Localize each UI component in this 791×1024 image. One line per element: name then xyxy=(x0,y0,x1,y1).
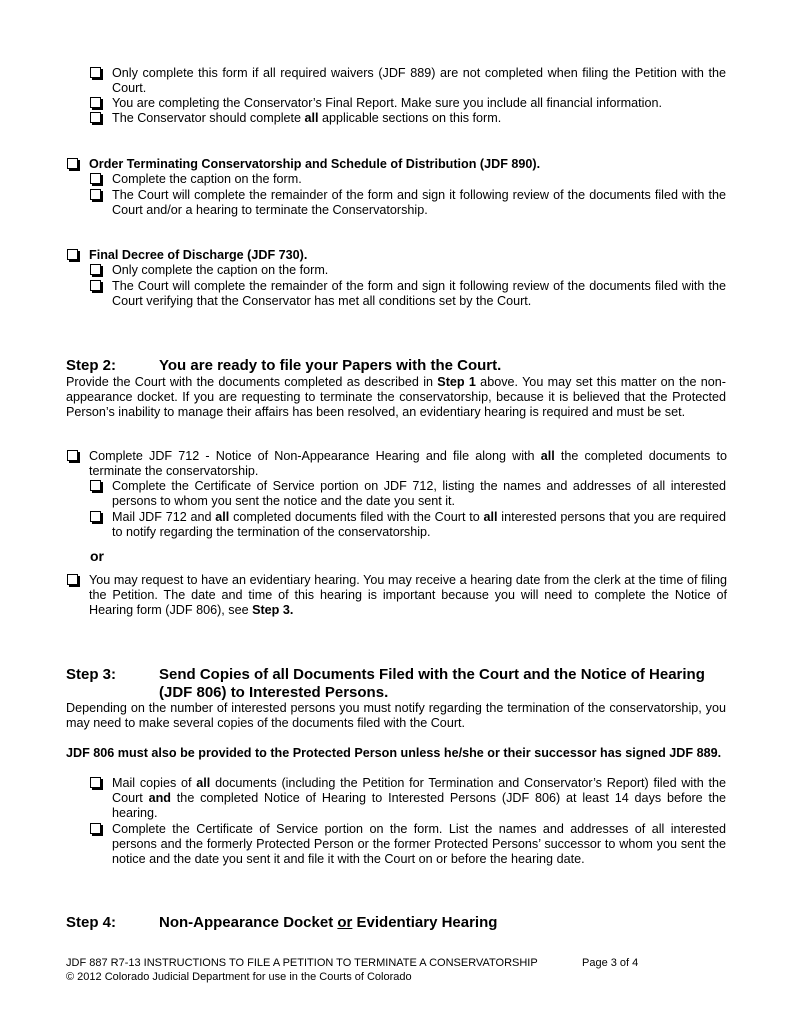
item-text: Mail copies of all documents (including the Petition for Termination and Conservator’s Report) filed with the Court and the completed Notice of Hearing to Interested Persons (JDF 806) at least 14 days before the hearing. xyxy=(112,776,727,820)
checkbox-icon xyxy=(90,97,101,108)
checkbox-icon xyxy=(90,173,101,184)
checkbox-icon xyxy=(90,189,101,200)
checklist-item xyxy=(90,510,726,540)
checkbox-icon xyxy=(90,264,101,275)
item-text: Complete JDF 712 - Notice of Non-Appearance Hearing and file along with all the completed documents to terminate the conservatorship. xyxy=(89,449,727,478)
item-text: Complete the Certificate of Service portion on JDF 712, listing the names and addresses of all interested persons to whom you sent the notice and the date you sent it. xyxy=(112,479,726,508)
item-text: You may request to have an evidentiary hearing. You may receive a hearing date from the clerk at the time of filing the Petition. The date and time of this hearing is important because you will need to complete the Notice of Hearing form (JDF 806), see Step 3. xyxy=(89,573,727,617)
step-2-paragraph: Provide the Court with the documents completed as described in Step 1 above. You may set this matter on the non-appearance docket. If you are requesting to terminate the conservatorship, because it is believed that the Protected Person’s inability to manage their affairs has been resolved, an evidentiary hearing is required and must be set. xyxy=(66,375,726,419)
item-text: You are completing the Conservator’s Final Report. Make sure you include all financial information. xyxy=(112,96,662,110)
checkbox-icon xyxy=(67,249,78,260)
checkbox-icon xyxy=(90,777,101,788)
footer-copyright: © 2012 Colorado Judicial Department for use in the Courts of Colorado xyxy=(66,971,412,983)
or-separator: or xyxy=(90,548,104,564)
checkbox-icon xyxy=(90,112,101,123)
step-title: Non-Appearance Docket or Evidentiary Hearing xyxy=(159,914,498,931)
checklist-item xyxy=(90,188,726,218)
checkbox-icon xyxy=(90,823,101,834)
section-order-terminating xyxy=(67,157,727,172)
checkbox-icon xyxy=(90,280,101,291)
checkbox-icon xyxy=(90,480,101,491)
item-text: Mail JDF 712 and all completed documents filed with the Court to all interested persons that you are required to notify regarding the termination of the conservatorship. xyxy=(112,510,726,539)
checklist-item xyxy=(90,822,726,867)
checklist-item xyxy=(90,279,726,309)
step-3-heading xyxy=(66,666,726,702)
checklist-item xyxy=(90,479,726,509)
checkbox-icon xyxy=(90,511,101,522)
section-heading: Final Decree of Discharge (JDF 730). xyxy=(89,248,308,262)
checkbox-icon xyxy=(67,450,78,461)
step-3-note: JDF 806 must also be provided to the Protected Person unless he/she or their successor has signed JDF 889. xyxy=(66,746,722,760)
step-number: Step 4: xyxy=(66,914,117,931)
checkbox-icon xyxy=(67,574,78,585)
item-text: The Court will complete the remainder of the form and sign it following review of the documents filed with the Court verifying that the Conservator has met all conditions set by the Court. xyxy=(112,279,726,308)
checklist-item xyxy=(90,96,726,111)
checklist-item xyxy=(90,66,726,96)
option-evidentiary-hearing xyxy=(67,573,727,618)
item-text: Only complete this form if all required waivers (JDF 889) are not completed when filing the Petition with the Court. xyxy=(112,66,726,95)
checklist-item xyxy=(90,111,726,126)
step-title: You are ready to file your Papers with the Court. xyxy=(159,357,502,374)
step-number: Step 3: xyxy=(66,666,117,683)
option-non-appearance xyxy=(67,449,727,479)
footer-page-number: Page 3 of 4 xyxy=(582,957,639,969)
section-final-decree xyxy=(67,248,727,263)
item-text: The Conservator should complete all applicable sections on this form. xyxy=(112,111,502,125)
item-text: The Court will complete the remainder of the form and sign it following review of the documents filed with the Court and/or a hearing to terminate the Conservatorship. xyxy=(112,188,726,217)
step-title: Send Copies of all Documents Filed with the Court and the Notice of Hearing (JDF 806) to Interested Persons. xyxy=(159,666,705,701)
checklist-item xyxy=(90,172,726,187)
item-text: Complete the caption on the form. xyxy=(112,172,302,186)
checklist-item xyxy=(90,776,726,821)
checkbox-icon xyxy=(90,67,101,78)
step-4-heading xyxy=(66,914,726,932)
item-text: Complete the Certificate of Service portion on the form. List the names and addresses of all interested persons and the formerly Protected Person or the former Protected Persons’ successor to whom you sent the notice and the date you sent it and file it with the Court on or before the hearing date. xyxy=(112,822,726,866)
footer-form-id: JDF 887 R7-13 INSTRUCTIONS TO FILE A PETITION TO TERMINATE A CONSERVATORSHIP xyxy=(66,957,538,969)
step-2-heading xyxy=(66,357,726,375)
item-text: Only complete the caption on the form. xyxy=(112,263,329,277)
checklist-item xyxy=(90,263,726,278)
checkbox-icon xyxy=(67,158,78,169)
step-3-paragraph: Depending on the number of interested persons you must notify regarding the termination of the conservatorship, you may need to make several copies of the documents filed with the Court. xyxy=(66,701,726,730)
step-number: Step 2: xyxy=(66,357,117,374)
section-heading: Order Terminating Conservatorship and Schedule of Distribution (JDF 890). xyxy=(89,157,541,171)
